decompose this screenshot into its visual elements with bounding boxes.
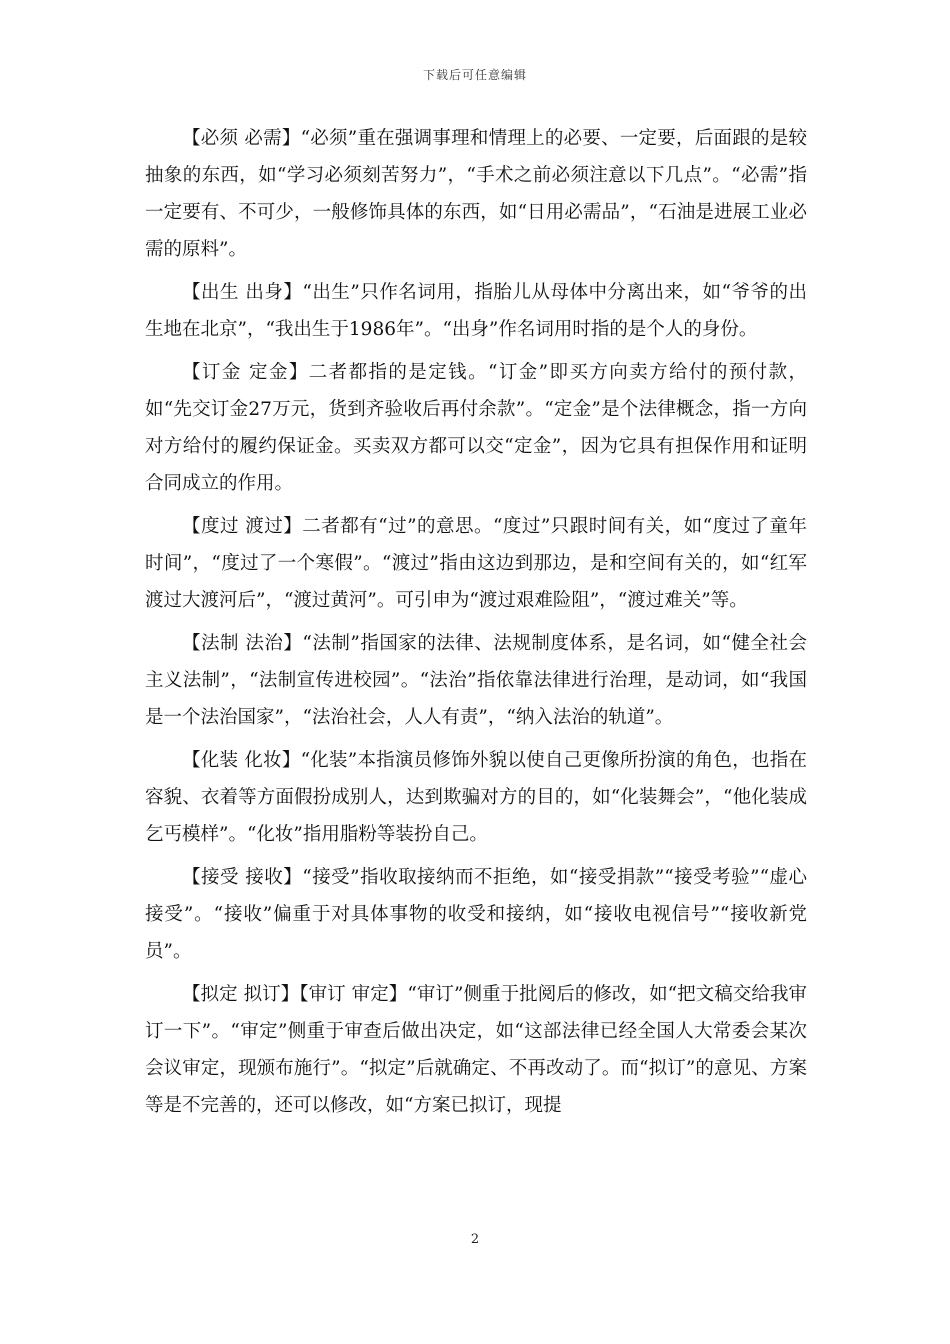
paragraph-bixu-bixu: 【必须 必需】“必须”重在强调事理和情理上的必要、一定要，后面跟的是较抽象的东西，如“学习必须刻苦努力”，“手术之前必须注意以下几点”。“必需”指一定要有、不可少，一般修饰具体的东西，如“日用必需品”，“石油是进展工业必需的原料”。 [145,128,807,260]
paragraph-chusheng-chushen: 【出生 出身】“出生”只作名词用，指胎儿从母体中分离出来，如“爷爷的出生地在北京”，“我出生于1986年”。“出身”作名词用时指的是个人的身份。 [145,282,807,340]
page-header: 下载后可任意编辑 [422,68,527,82]
paragraph-dingjin-dingjin: 【订金 定金】二者都指的是定钱。“订金”即买方向卖方给付的预付款，如“先交订金27万元，货到齐验收后再付余款”。“定金”是个法律概念，指一方向对方给付的履约保证金。买卖双方都可以交“定金”，因为它具有担保作用和证明合同成立的作用。 [145,362,807,494]
document-body [145,120,807,1130]
paragraph-fazhi-fazhi: 【法制 法治】“法制”指国家的法律、法规制度体系，是名词，如“健全社会主义法制”，“法制宣传进校园”。“法治”指依靠法律进行治理，是动词，如“我国是一个法治国家”，“法治社会，人人有责”，“纳入法治的轨道”。 [145,633,807,728]
page-number: 2 [470,1232,480,1247]
paragraph-huazhuang-huazhuang: 【化装 化妆】“化装”本指演员修饰外貌以使自己更像所扮演的角色，也指在容貌、衣着等方面假扮成别人，达到欺骗对方的目的，如“化装舞会”，“他化装成乞丐模样”。“化妆”指用脂粉等装扮自己。 [145,750,807,845]
paragraph-niding-shending: 【拟定 拟订】【审订 审定】“审订”侧重于批阅后的修改，如“把文稿交给我审订一下”。“审定”侧重于审查后做出决定，如“这部法律已经全国人大常委会某次会议审定，现颁布施行”。“拟定”后就确定、不再改动了。而“拟订”的意见、方案等是不完善的，还可以修改，如“方案已拟订，现提 [145,984,807,1116]
paragraph-duguo-duguo: 【度过 渡过】二者都有“过”的意思。“度过”只跟时间有关，如“度过了童年时间”，“度过了一个寒假”。“渡过”指由这边到那边，是和空间有关的，如“红军渡过大渡河后”，“渡过黄河”。可引申为“渡过艰难险阻”，“渡过难关”等。 [145,516,807,611]
paragraph-jieshou-jieshou: 【接受 接收】“接受”指收取接纳而不拒绝，如“接受捐款”“接受考验”“虚心接受”。“接收”偏重于对具体事物的收受和接纳，如“接收电视信号”“接收新党员”。 [145,867,807,962]
